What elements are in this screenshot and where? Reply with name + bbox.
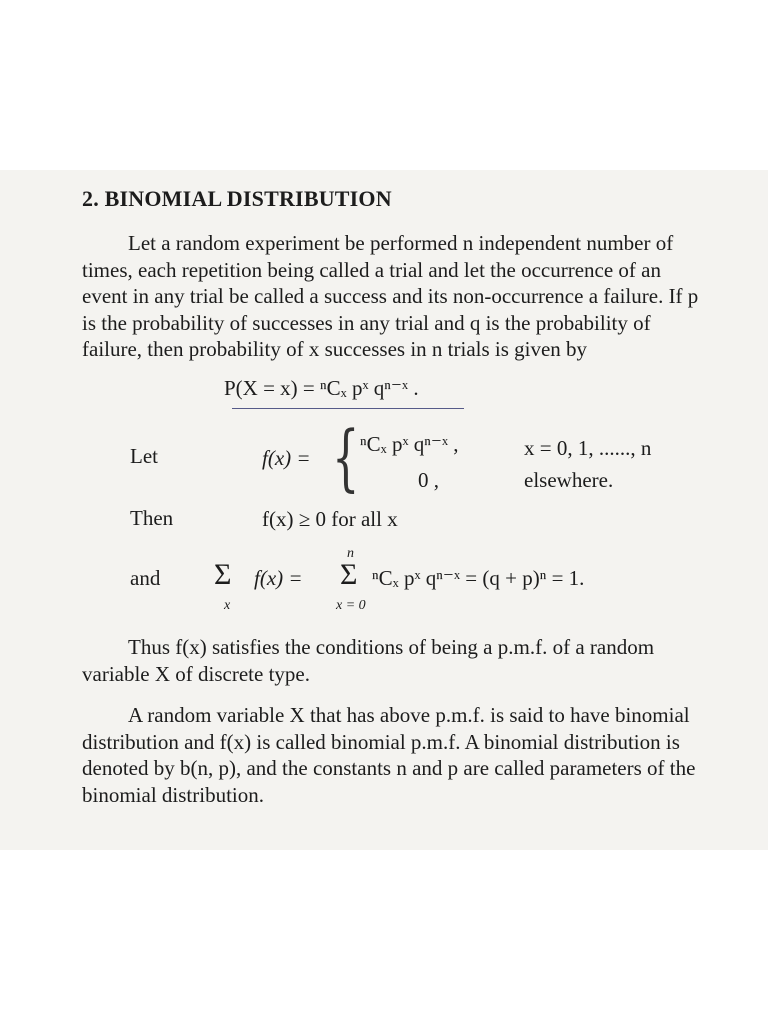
then-label: Then — [130, 506, 174, 530]
definition-paragraph — [82, 702, 762, 808]
summation-upper-limit: n — [347, 546, 354, 561]
nonnegativity-condition: f(x) ≥ 0 for all x — [262, 507, 398, 531]
thus-line-2: variable X of discrete type. — [82, 661, 310, 686]
case1-expression: ⁿCₓ pˣ qⁿ⁻ˣ , — [360, 432, 459, 456]
sum-fx: f(x) = — [254, 566, 303, 590]
summation-index: x — [224, 598, 231, 613]
sum-result: ⁿCₓ pˣ qⁿ⁻ˣ = (q + p)ⁿ = 1. — [372, 566, 585, 590]
case2-expression: 0 , — [418, 468, 439, 492]
definition-line-1: A random variable X that has above p.m.f. is said to have binomial — [128, 703, 690, 727]
intro-line-5: failure, then probability of x successes in n trials is given by — [82, 337, 588, 361]
intro-line-1: Let a random experiment be performed n independent number of — [128, 231, 674, 255]
intro-line-2: times, each repetition being called a trial and let the occurrence of an — [82, 257, 661, 282]
case2-condition: elsewhere. — [524, 468, 614, 492]
summation-symbol-2: Σ — [340, 558, 358, 591]
pencil-underline — [232, 408, 464, 409]
let-label: Let — [130, 444, 158, 468]
thus-line-1: Thus f(x) satisfies the conditions of being a p.m.f. of a random — [128, 635, 655, 659]
summation-lower-limit: x = 0 — [336, 598, 366, 613]
section-heading: 2. BINOMIAL DISTRIBUTION — [82, 186, 392, 211]
intro-line-3: event in any trial be called a success and its non-occurrence a failure. If p — [82, 284, 699, 308]
intro-paragraph — [82, 230, 762, 363]
intro-line-4: is the probability of successes in any trial and q is the probability of — [82, 310, 651, 335]
pmf-lhs: f(x) = — [262, 446, 311, 470]
definition-line-2: distribution and f(x) is called binomial p.m.f. A binomial distribution is — [82, 729, 680, 754]
definition-line-4: binomial distribution. — [82, 782, 264, 807]
case1-condition: x = 0, 1, ......, n — [524, 436, 652, 460]
and-label: and — [130, 566, 161, 590]
thus-paragraph — [82, 634, 762, 687]
summation-symbol: Σ — [214, 558, 232, 591]
case-brace: { — [332, 415, 360, 499]
binomial-formula: P(X = x) = ⁿCₓ pˣ qⁿ⁻ˣ . — [224, 376, 419, 400]
definition-line-3: denoted by b(n, p), and the constants n and p are called parameters of the — [82, 756, 696, 780]
